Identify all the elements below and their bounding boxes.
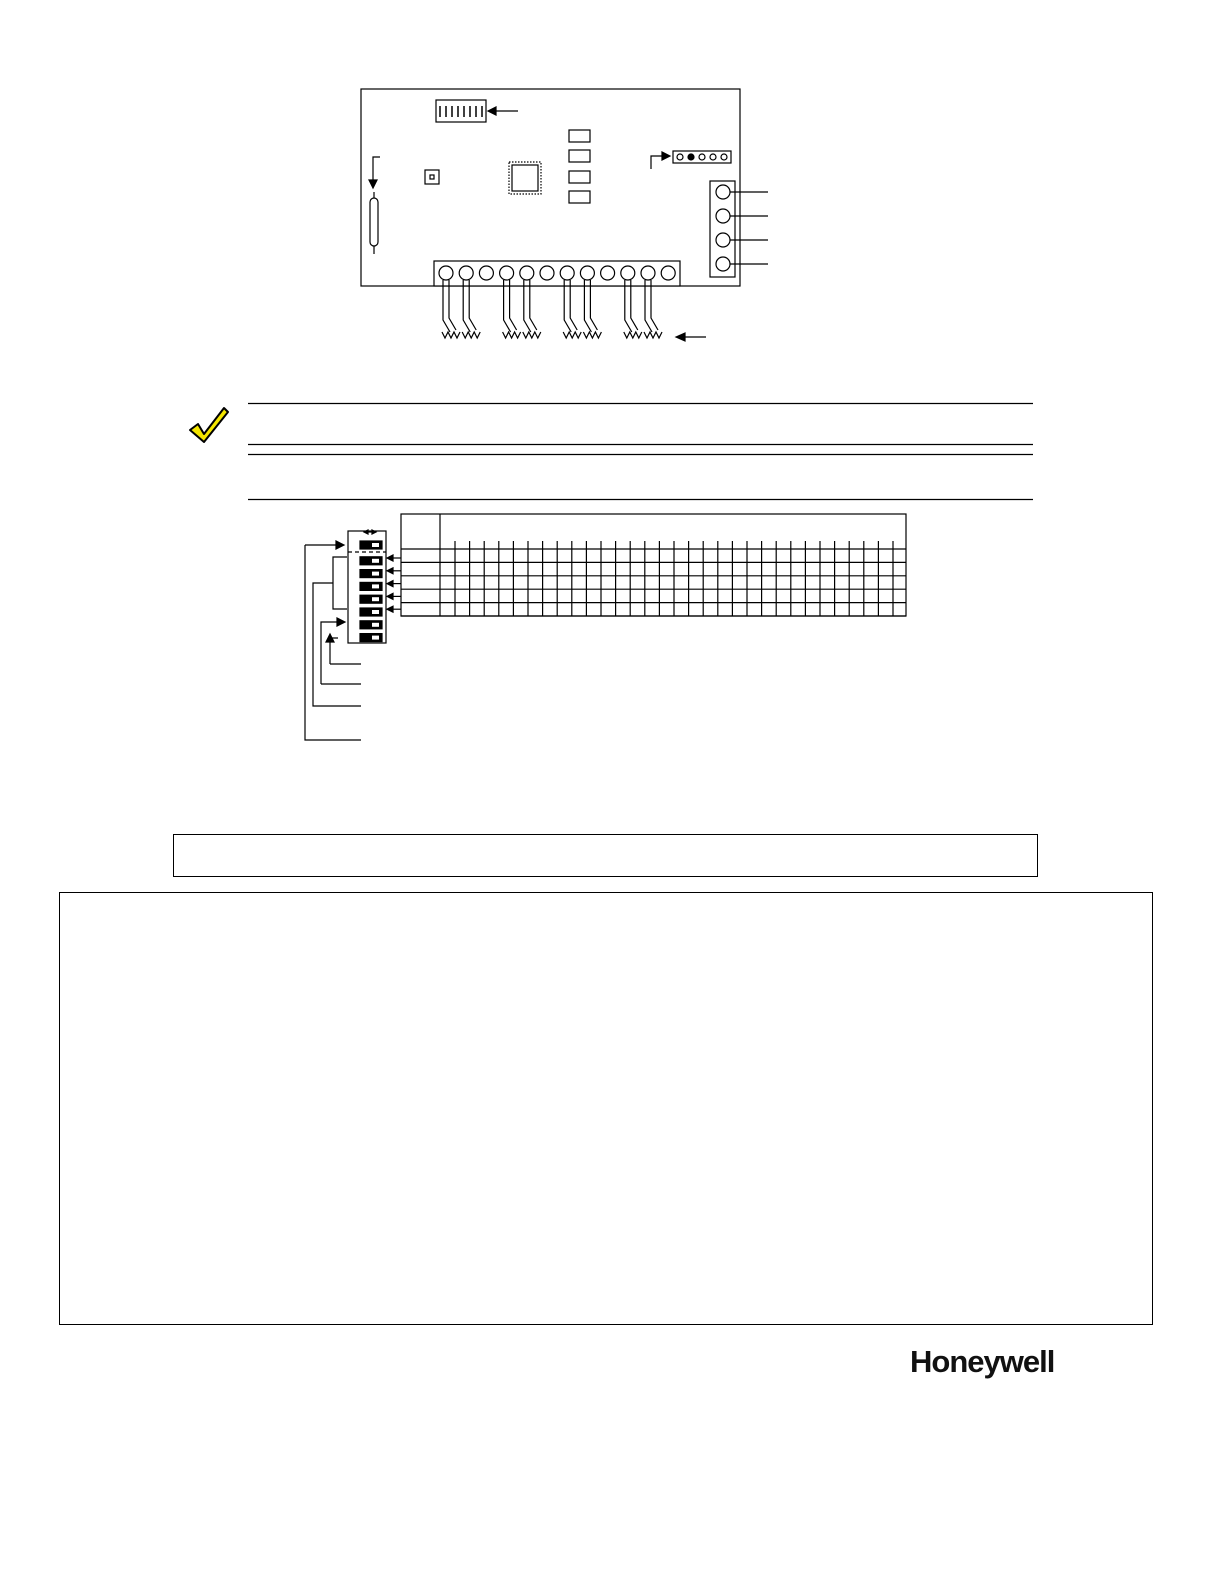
dip-switch-lever	[360, 557, 382, 565]
honeywell-logo: Honeywell	[910, 1344, 1055, 1379]
dip-switch-lever	[360, 595, 382, 603]
dip-switch-lever	[360, 634, 382, 642]
address-table	[401, 514, 906, 616]
warranty-box	[59, 892, 1153, 1325]
dip-switch-lever	[360, 621, 382, 629]
dip-switch-address-diagram	[0, 0, 1224, 760]
dip-switch-lever	[360, 541, 382, 549]
row-arrow-icon	[387, 555, 401, 561]
info-box	[173, 834, 1038, 877]
row-arrow-icon	[387, 581, 401, 587]
dip-switch-lever	[360, 570, 382, 578]
row-arrow-icon	[387, 593, 401, 599]
dip-switch-lever	[360, 608, 382, 616]
row-arrow-icon	[387, 606, 401, 612]
dip-switch-lever	[360, 582, 382, 590]
row-arrow-icon	[387, 568, 401, 574]
